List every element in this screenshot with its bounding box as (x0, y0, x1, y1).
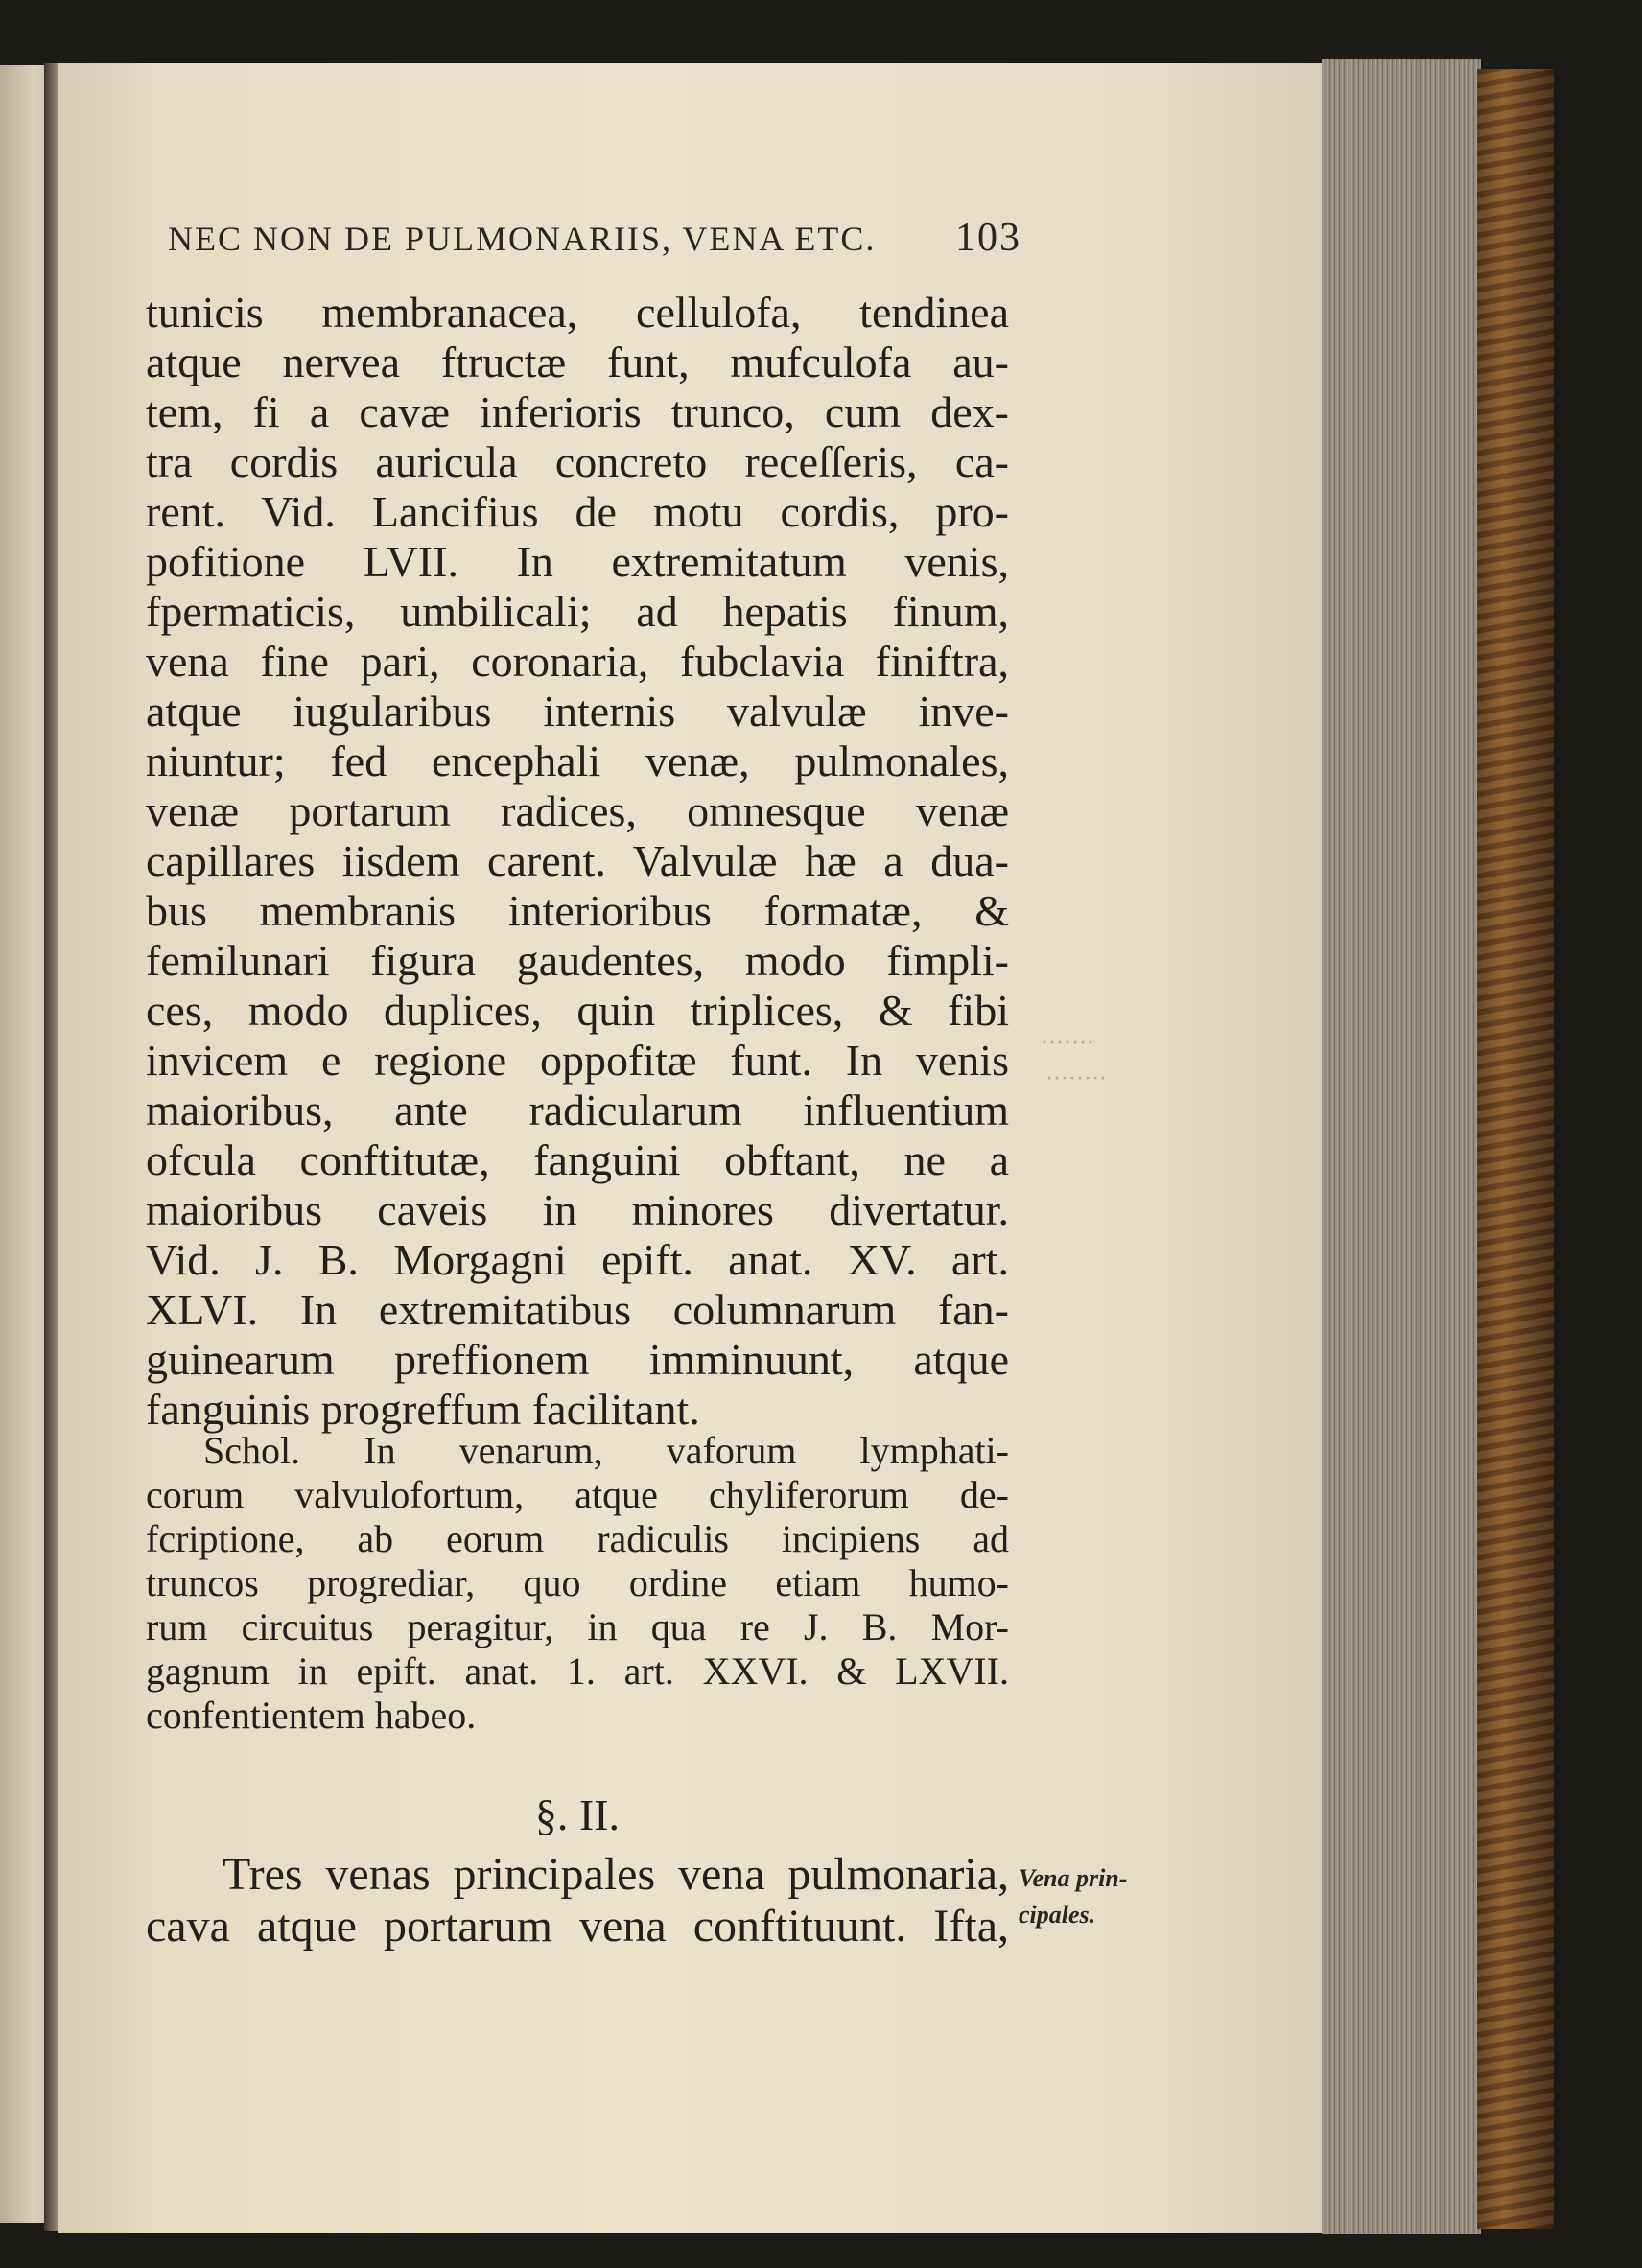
text-line: truncos progrediar, quo ordine etiam humo- (146, 1561, 1009, 1604)
text-line: tem, fi a cavæ inferioris trunco, cum dex- (146, 387, 1009, 436)
section-heading: §. II. (534, 1790, 621, 1839)
margin-note (1019, 1860, 1134, 1933)
show-through-text: ······· (1041, 1031, 1094, 1056)
text-line: pofitione LVII. In extremitatum venis, (146, 537, 1009, 586)
text-line: tra cordis auricula concreto receſſeris, ca- (146, 437, 1009, 486)
text-line: atque nervea ftructæ funt, mufculofa au- (146, 338, 1009, 386)
text-line: fpermaticis, umbilicali; ad hepatis finum, (146, 587, 1009, 636)
running-head (168, 211, 1021, 265)
text-line: ces, modo duplices, quin triplices, & fibi (146, 986, 1009, 1035)
margin-note-line: Vena prin- (1019, 1864, 1128, 1892)
book-cover (1477, 69, 1554, 2229)
text-line: capillares iisdem carent. Valvulæ hæ a dua- (146, 836, 1009, 885)
text-line: fcriptione, ab eorum radiculis incipiens ad (146, 1517, 1009, 1560)
page-edges (1322, 59, 1481, 2234)
body-paragraph (146, 288, 1009, 1435)
text-line: maioribus caveis in minores divertatur. (146, 1185, 1009, 1234)
text-line: Schol. In venarum, vaforum lymphati- (203, 1429, 1009, 1472)
text-line: XLVI. In extremitatibus columnarum fan- (146, 1285, 1009, 1334)
text-line: guinearum preffionem imminuunt, atque (146, 1335, 1009, 1384)
scholium-paragraph (146, 1429, 1009, 1738)
text-line: Vid. J. B. Morgagni epift. anat. XV. art. (146, 1235, 1009, 1284)
text-line: rent. Vid. Lancifius de motu cordis, pro- (146, 487, 1009, 536)
page-number: 103 (955, 216, 1021, 260)
text-line: venæ portarum radices, omnesque venæ (146, 786, 1009, 835)
text-line: cava atque portarum vena conftituunt. Ifta, (146, 1901, 1009, 1952)
text-line: rum circuitus peragitur, in qua re J. B. Mor- (146, 1605, 1009, 1648)
text-line: tunicis membranacea, cellulofa, tendinea (146, 288, 1009, 337)
text-line: confentientem habeo. (146, 1694, 477, 1737)
text-line: maioribus, ante radicularum influentium (146, 1086, 1009, 1134)
margin-note-line: cipales. (1019, 1901, 1096, 1929)
text-line: atque iugularibus internis valvulæ inve- (146, 687, 1009, 736)
text-line: ofcula conftitutæ, fanguini obftant, ne a (146, 1135, 1009, 1184)
text-line: fanguinis progreffum facilitant. (146, 1385, 700, 1434)
text-line: gagnum in epift. anat. 1. art. XXVI. & LXVII. (146, 1649, 1009, 1693)
closing-paragraph (146, 1849, 1009, 1952)
text-line: niuntur; fed encephali venæ, pulmonales, (146, 737, 1009, 785)
running-title: NEC NON DE PULMONARIIS, VENA ETC. (168, 220, 877, 258)
text-line: Tres venas principales vena pulmonaria, (223, 1849, 1009, 1900)
text-line: vena fine pari, coronaria, fubclavia finiftra, (146, 637, 1009, 686)
text-line: corum valvulofortum, atque chyliferorum de- (146, 1473, 1009, 1516)
text-line: invicem e regione oppofitæ funt. In venis (146, 1036, 1009, 1085)
text-line: bus membranis interioribus formatæ, & (146, 886, 1009, 935)
show-through-text: ········ (1045, 1066, 1107, 1091)
text-line: femilunari figura gaudentes, modo fimpli- (146, 936, 1009, 985)
